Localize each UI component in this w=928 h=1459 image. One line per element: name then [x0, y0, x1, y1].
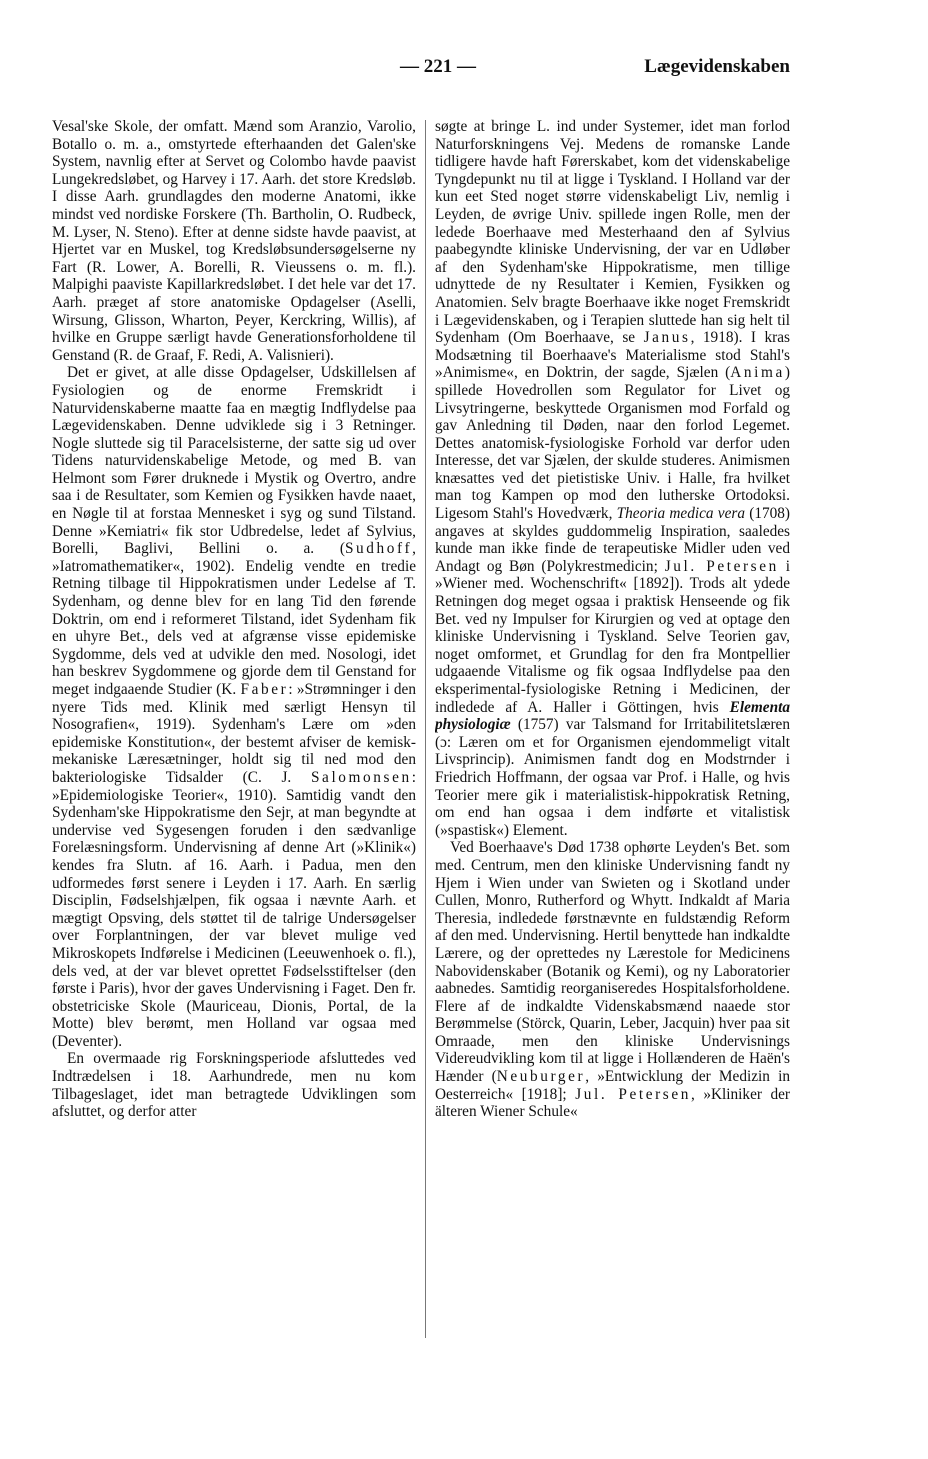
- author-name: Jul. Petersen: [575, 1085, 691, 1103]
- text-run: , 1918). I kras Modsætning til Boerhaave's Materialisme stod Stahl's »Animisme«, en Doktrin, der sagde, Sjælen (: [435, 329, 790, 382]
- running-head: Lægevidenskaben: [644, 56, 790, 77]
- right-paragraph-1: [435, 118, 790, 839]
- text-run: , »Entwicklung der Medizin in Oesterreich« [1918];: [435, 1068, 790, 1103]
- author-name: Sudhoff: [344, 540, 413, 558]
- author-name: Janus: [643, 329, 691, 347]
- work-title: Theoria medica vera: [616, 505, 745, 523]
- text-run: Det er givet, at alle disse Opdagelser, Udskillelsen af Fysiologien og de enorme Fremskridt i Naturvidenskaberne maatte faa en mægtig Indflydelse paa Lægevidenskaben. Denne udviklede sig i 3 Retninger. Nogle sluttede sig til Paracelsisterne, der satte sig ud over Tidens naturvidenskabelige Metode, og med B. van Helmont som Fører druknede i Mystik og Overtro, andre saa i de Resultater, som Kemien og Fysikken havde naaet, en Nøgle til at forstaa Mennesket i syg og sund Tilstand. Denne »Kemiatri« fik stor Udbredelse, ledet af Sylvius, Borelli, Baglivi, Bellini o. a. (: [52, 364, 416, 558]
- author-name: Salomonsen: [310, 768, 412, 786]
- column-divider: [425, 120, 426, 1338]
- text-run: : »Epidemiologiske Teorier«, 1910). Samtidig vandt den Sydenham'ske Hippokratisme den Sejr, at man begyndte at undervise ved Sygesengen foruden i den sædvanlige Forelæsningsform. Undervisning af denne Art (»Klinik«) kendes fra Slutn. af 16. Aarh. i Padua, men den udformedes først senere i Leyden i 17. Aarh. En særlig Disciplin, Fødselshjælpen, fik ogsaa i nævnte Aarh. et mægtigt Opsving, dels støttet til de talrige Undersøgelser over Forplantningen, der var blevet mulige ved Mikroskopets Indførelse i Medicinen (Leeuwenhoek o. fl.), dels ved, at der var blevet oprettet Fødselsstiftelser (den første i Paris), hvor der gaves Undervisning i Faget. Den fr. obstetriciske Skole (Mauriceau, Dionis, Portal, de la Motte) blev berømt, men Holland var ogsaa med (Deventer).: [52, 768, 416, 1050]
- text-run: Ved Boerhaave's Død 1738 ophørte Leyden's Bet. som med. Centrum, men den kliniske Undervisning fandt ny Hjem i Wien under van Swieten og i Skotland under Cullen, Monro, Rutherford og Whytt. Indkaldt af Maria Theresia, indledede førstnævnte en fuldstændig Reform af den med. Undervisning. Hertil benyttede han indkaldte Lærere, og der oprettedes ny Lærestole for Medicinens Nabovidenskaber (Botanik og Kemi), og ny Laboratorier aabnedes. Samtidig reorganiseredes Hospitalsforholdene. Flere af de indkaldte Videnskabsmænd naaede stor Berømmelse (Störck, Quarin, Leber, Jacquin) hver paa sit Omraade, men den kliniske Undervisnings Videreudvikling kom til at ligge i Hollænderen de Haën's Hænder (: [435, 839, 790, 1086]
- author-name: Faber: [240, 681, 289, 698]
- text-run: , »Iatromathematiker«, 1902). Endelig vendte en tredie Retning tilbage til Hippokratismen under Ledelse af T. Sydenham, og denne blev for en lang Tid den førende Doktrin, om end i reformeret Tilstand, idet Sydenham fik en uhyre Bet., dels ved at afgrænse visse epidemiske Sygdomme, dels ved at udvikle den med. Nosologi, idet han beskrev Sygdommene og gjorde dem til Genstand for meget indgaaende Studier (K.: [52, 540, 416, 698]
- term-anima: Anima: [730, 364, 785, 382]
- page-number: — 221 —: [400, 56, 476, 77]
- text-run: ) spillede Hovedrollen som Regulator for Livet og Livsytringerne, beskyttede Organismen mod Forfald og gav Anledning til Døden, naar den forlod Legemet. Dettes anatomisk-fysiologiske Forhold var derfor uden Interesse, det var Sjælen, der skulde studeres. Animismen knæsattes ved det pietistiske Univ. i Halle, fra hvilket man tog Kampen op mod den lutherske Ortodoksi. Ligesom Stahl's Hovedværk,: [435, 364, 790, 523]
- text-run: (1757) var Talsmand for Irritabilitetslæren (ɔ: Læren om et for Organismen ejendommeligt vitalt Livsprincip). Animismen fandt dog en Modstrnder i Friedrich Hoffmann, der ogsaa var Prof. i Halle, og hvis Teorier mere gik i materialistisk-hippokratisk Retning, om end han ogsaa i dem indførte et vitalistisk (»spastisk«) Element.: [435, 716, 790, 839]
- text-run: i »Wiener med. Wochenschrift« [1892]). Trods alt ydede Retningen dog meget ogsaa i praktisk Henseende og fik Bet. ved ny Impulser for Kirurgien og ved at optage den kliniske Undervisning i Tyskland. Selve Teorien gav, noget omformet, et Grundlag for den fra Montpellier udgaaende Vitalisme og fik ogsaa Indflydelse paa den eksperimental-fysiologiske Retning i Medicinen, der indledede af A. Haller i Göttingen, hvis: [435, 557, 790, 716]
- page-header: [0, 56, 928, 90]
- text-run: , »Kliniker der älteren Wiener Schule«: [435, 1085, 790, 1121]
- left-column: [52, 118, 416, 1348]
- left-paragraph-1: Vesal'ske Skole, der omfatt. Mænd som Aranzio, Varolio, Botallo o. m. a., omstyrtede efterhaanden det Galen'ske System, navnlig efter at Servet og Colombo havde paavist Lungekredsløbet, og Harvey i 17. Aarh. det store Kredsløb. I disse Aarh. grundlagdes den moderne Anatomi, ikke mindst ved nordiske Forskere (Th. Bartholin, O. Rudbeck, M. Lyser, N. Steno). Efter at denne sidste havde paavist, at Hjertet var en Muskel, tog Kredsløbsundersøgelserne ny Fart (R. Lower, A. Borelli, R. Vieussens o. m. fl.). Malpighi paaviste Kapillarkredsløbet. I det hele var det 17. Aarh. præget af store anatomiske Opdagelser (Aselli, Wirsung, Glisson, Wharton, Peyer, Kerckring, Willis), af hvilke en Gruppe særligt havde Generationsforholdene til Genstand (R. de Graaf, F. Redi, A. Valisnieri).: [52, 118, 416, 364]
- author-name: Neuburger: [496, 1068, 586, 1086]
- text-run: søgte at bringe L. ind under Systemer, idet man forlod Naturforskningens Vej. Medens de romanske Lande tidligere havde haft Førerskabet, kom det videnskabelige Tyngdepunkt nu til at ligge i Tyskland. I Holland var der kun eet Sted noget større videnskabeligt Liv, nemlig i Leyden, de øvrige Univ. spillede ingen Rolle, men der ledede Boerhaave med Mesterhaand den af Sylvius paabegyndte kliniske Undervisning, der var en Udløber af den Sydenham'ske Hippokratisme, men tillige udnyttede de ny Resultater i Kemien, Fysikken og Anatomien. Selv bragte Boerhaave ikke noget Fremskridt i Lægevidenskaben, og i Terapien sluttede han sig helt til Sydenham (Om Boerhaave, se: [435, 118, 790, 347]
- author-name: Jul. Petersen: [664, 557, 779, 575]
- text-run: : »Strømninger i den nyere Tids med. Klinik med særligt Hensyn til Nosografien«, 1919). Sydenham's Lære om »den epidemiske Konstitution«, der bestemt afviser de kemisk-mekaniske Læresætninger, holdt sig til ned mod den bakteriologiske Tidsalder (C. J.: [52, 681, 416, 786]
- left-paragraph-2: [52, 364, 416, 1050]
- text-run: (1708) angaves at skyldes guddommelig Inspiration, saaledes kunde man ikke finde de terapeutiske Midler uden ved Andagt og Bøn (Polykrestmedicin;: [435, 505, 790, 575]
- work-title: Elementa physiologiæ: [435, 698, 790, 734]
- right-paragraph-2: [435, 839, 790, 1121]
- left-paragraph-3: En overmaade rig Forskningsperiode afsluttedes ved Indtrædelsen i 18. Aarhundrede, men nu kom Tilbageslaget, idet man betragtede Udviklingen som afsluttet, og derfor atter: [52, 1050, 416, 1121]
- right-column: [435, 118, 790, 1348]
